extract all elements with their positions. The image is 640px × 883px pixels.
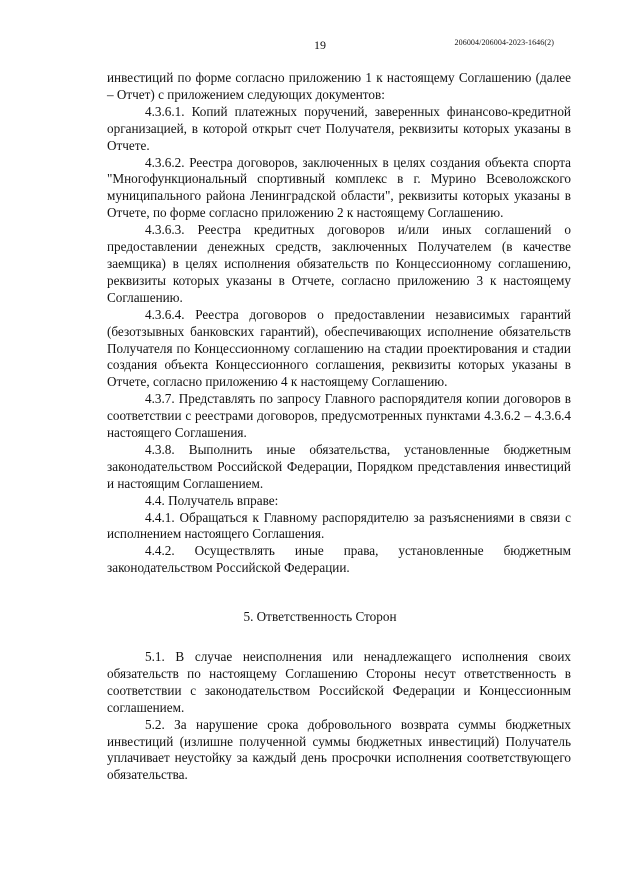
paragraph-4-3-6-1: 4.3.6.1. Копий платежных поручений, заверенных финансово-кредитной организацией, в которой открыт счет Получателя, реквизиты которых указаны в Отчете. [107,103,571,153]
paragraph-4-4-2: 4.4.2. Осуществлять иные права, установленные бюджетным законодательством Российской Федерации. [107,543,571,576]
page-number: 19 [314,38,326,52]
section-body [107,649,571,784]
paragraph-5-1: 5.1. В случае неисполнения или ненадлежащего исполнения своих обязательств по настоящему Соглашению Стороны несут ответственность в соответствии с законодательством Российской Федерации и Концессионным соглашением. [107,649,571,715]
document-code: 206004/206004-2023-1646(2) [454,38,554,47]
section-title: 5. Ответственность Сторон [243,609,397,624]
paragraph-4-3-8: 4.3.8. Выполнить иные обязательства, установленные бюджетным законодательством Российской Федерации, Порядком представления инвестиций и настоящим Соглашением. [107,441,571,491]
paragraph-4-4-1: 4.4.1. Обращаться к Главному распорядителю за разъяснениями в связи с исполнением настоящего Соглашения. [107,509,571,542]
paragraph-5-2: 5.2. За нарушение срока добровольного возврата суммы бюджетных инвестиций (излишне полученной суммы бюджетных инвестиций) Получатель уплачивает неустойку за каждый день просрочки исполнения соответствующего обязательства. [107,716,571,783]
paragraph-4-3-6-2: 4.3.6.2. Реестра договоров, заключенных в целях создания объекта спорта "Многофункциональный спортивный комплекс в г. Мурино Всеволожского муниципального района Ленинградской области", реквизиты которых указаны в Отчете, по форме согласно приложению 2 к настоящему Соглашению. [107,154,571,221]
paragraph-intro: инвестиций по форме согласно приложению 1 к настоящему Соглашению (далее – Отчет) с приложением следующих документов: [107,70,571,102]
paragraph-4-4: 4.4. Получатель вправе: [145,492,279,508]
paragraph-4-3-6-4: 4.3.6.4. Реестра договоров о предоставлении независимых гарантий (безотзывных банковских гарантий), обеспечивающих исполнение обязательств Получателя по Концессионному соглашению на стадии проектирования и стадии создания объекта Концессионного соглашения, реквизиты которых указаны в Отчете, согласно приложению 4 к настоящему Соглашению. [107,306,571,390]
document-body [107,70,571,577]
paragraph-4-3-7: 4.3.7. Представлять по запросу Главного распорядителя копии договоров в соответствии с реестрами договоров, предусмотренных пунктами 4.3.6.2 – 4.3.6.4 настоящего Соглашения. [107,391,571,441]
paragraph-4-3-6-3: 4.3.6.3. Реестра кредитных договоров и/или иных соглашений о предоставлении денежных средств, заключенных Получателем (в качестве заемщика) в целях исполнения обязательств по Концессионному соглашению, реквизиты которых указаны в Отчете, согласно приложению 3 к настоящему Соглашению. [107,222,571,305]
